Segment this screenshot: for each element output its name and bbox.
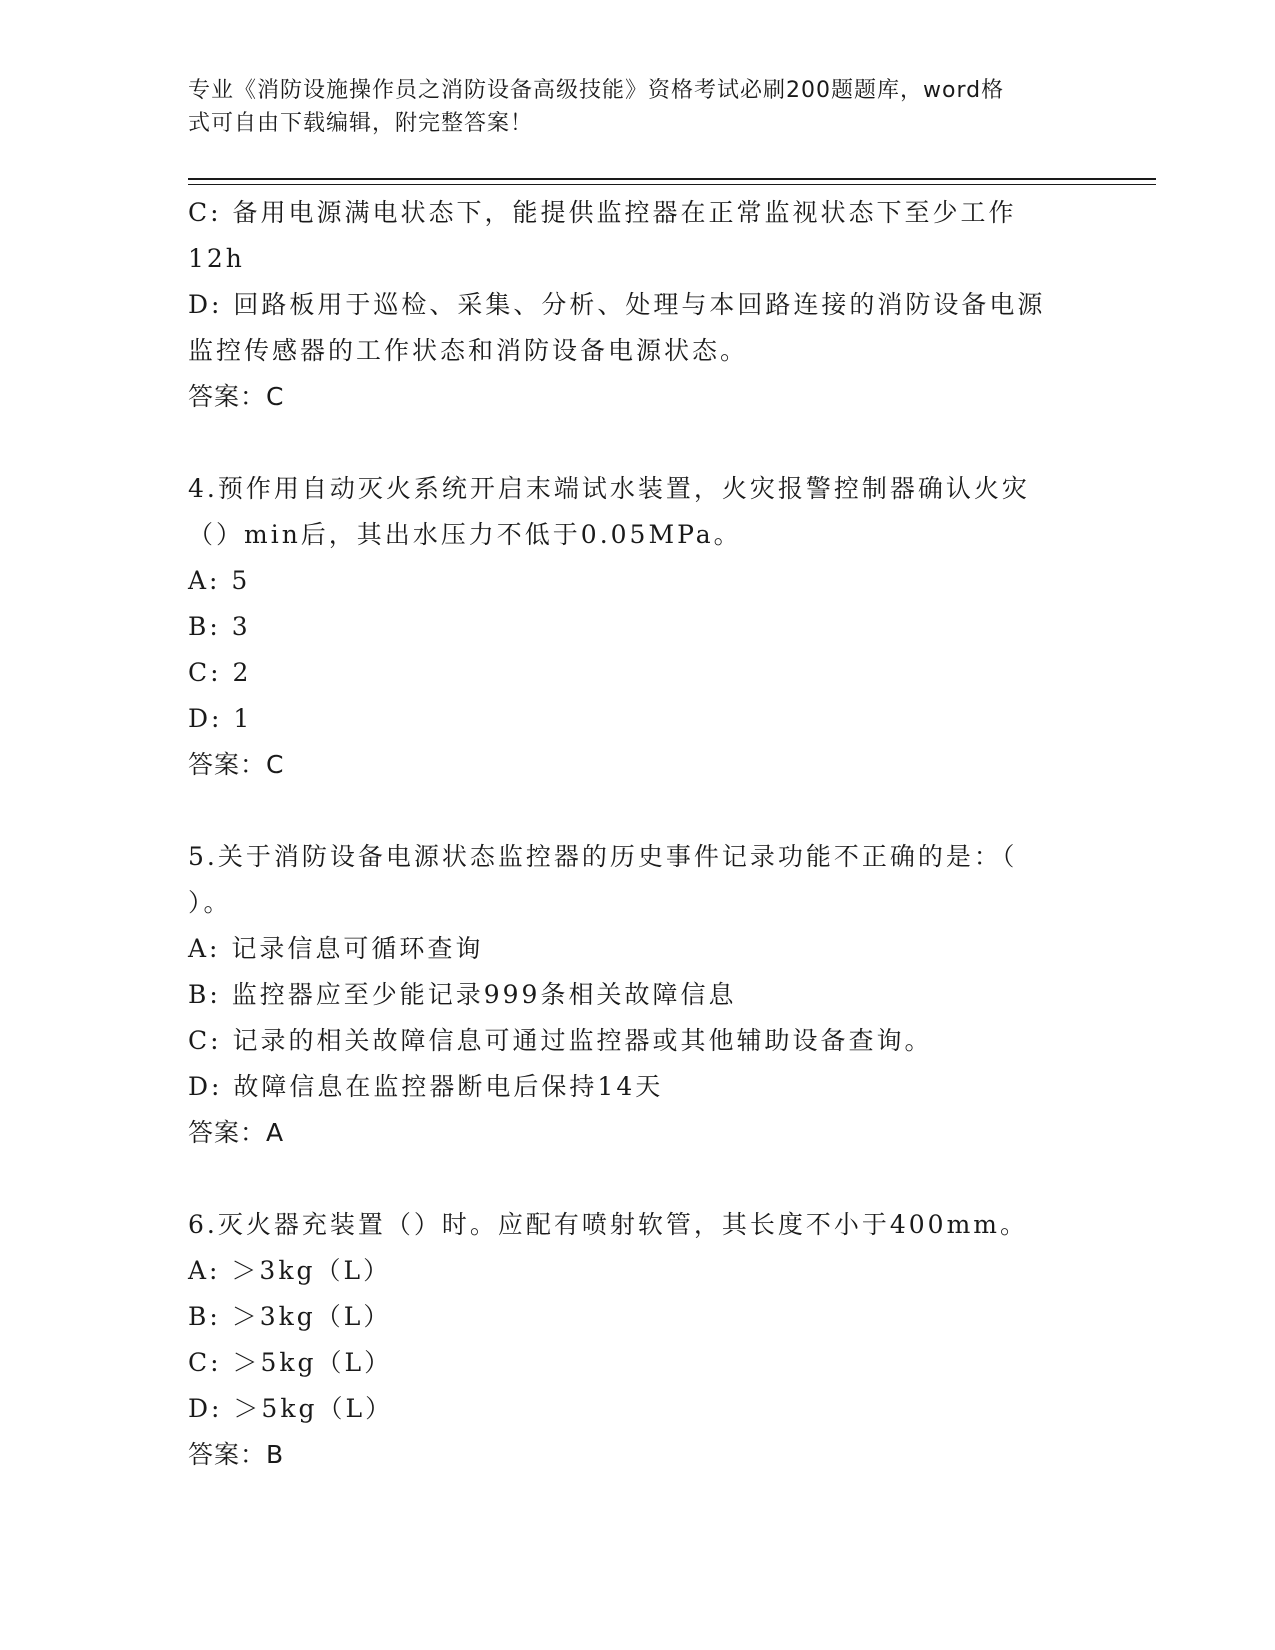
answer-5: 答案：A xyxy=(188,1118,285,1147)
question-3-fragment xyxy=(188,190,1088,420)
option-a: A: 记录信息可循环查询 xyxy=(188,934,484,963)
header-rule-thin xyxy=(188,184,1156,185)
option-c-line-2: 12h xyxy=(188,244,245,273)
option-d: D: 1 xyxy=(188,704,253,733)
option-c: C: ＞5kg（L） xyxy=(188,1348,393,1377)
question-list xyxy=(188,190,1088,1478)
answer-6: 答案：B xyxy=(188,1440,285,1469)
option-c: C: 2 xyxy=(188,658,252,687)
question-stem-line-1: 5.关于消防设备电源状态监控器的历史事件记录功能不正确的是：（ xyxy=(188,842,1018,871)
option-d: D: ＞5kg（L） xyxy=(188,1394,394,1423)
question-6 xyxy=(188,1202,1088,1478)
option-c-line-1: C: 备用电源满电状态下，能提供监控器在正常监视状态下至少工作 xyxy=(188,198,1017,227)
document-header xyxy=(188,74,1078,140)
question-4 xyxy=(188,466,1088,788)
spacer xyxy=(188,420,1088,466)
option-b: B: 3 xyxy=(188,612,251,641)
question-5 xyxy=(188,834,1088,1156)
question-stem-line-2: ）。 xyxy=(188,888,232,917)
option-a: A: ＞3kg（L） xyxy=(188,1256,392,1285)
option-b: B: ＞3kg（L） xyxy=(188,1302,392,1331)
header-rule-thick xyxy=(188,178,1156,180)
question-stem-line-1: 6.灭火器充装置（）时。应配有喷射软管，其长度不小于400mm。 xyxy=(188,1210,1028,1239)
option-d-line-2: 监控传感器的工作状态和消防设备电源状态。 xyxy=(188,336,749,365)
option-d-line-1: D: 回路板用于巡检、采集、分析、处理与本回路连接的消防设备电源 xyxy=(188,290,1046,319)
header-line-1: 专业《消防设施操作员之消防设备高级技能》资格考试必刷200题题库，word格 xyxy=(188,78,1005,103)
question-stem-line-1: 4.预作用自动灭火系统开启末端试水装置，火灾报警控制器确认火灾 xyxy=(188,474,1030,503)
option-b: B: 监控器应至少能记录999条相关故障信息 xyxy=(188,980,737,1009)
option-a: A: 5 xyxy=(188,566,251,595)
option-c: C: 记录的相关故障信息可通过监控器或其他辅助设备查询。 xyxy=(188,1026,933,1055)
answer-3: 答案：C xyxy=(188,382,285,411)
spacer xyxy=(188,788,1088,834)
question-stem-line-2: （）min后，其出水压力不低于0.05MPa。 xyxy=(188,520,742,549)
spacer xyxy=(188,1156,1088,1202)
answer-4: 答案：C xyxy=(188,750,285,779)
option-d: D: 故障信息在监控器断电后保持14天 xyxy=(188,1072,664,1101)
header-line-2: 式可自由下载编辑，附完整答案！ xyxy=(188,111,534,136)
